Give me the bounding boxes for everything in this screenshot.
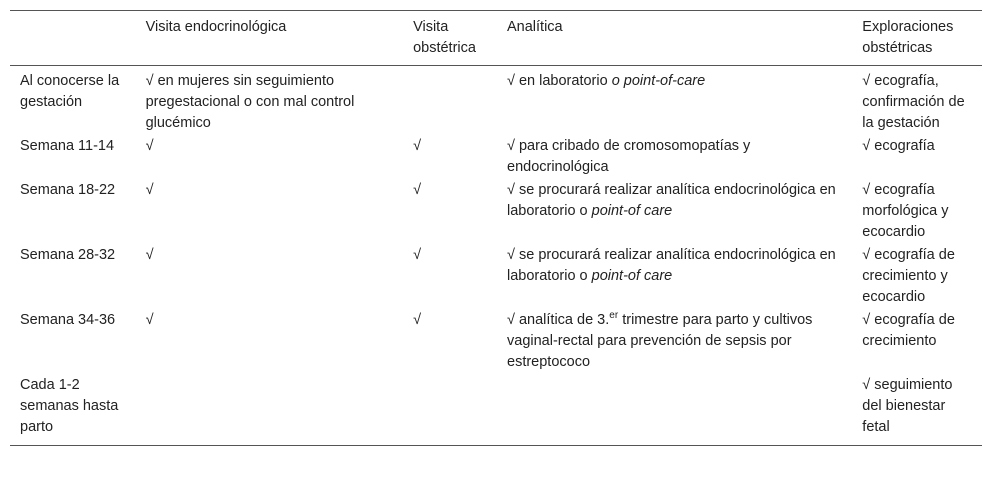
table-header [10, 11, 982, 66]
lab-text-italic: point-of care [591, 203, 673, 219]
cell-endocrine-visit: √ en mujeres sin seguimiento pregestacional o con mal control glucémico [145, 73, 355, 131]
cell-obstetric-visit: √ [413, 247, 422, 263]
cell-lab-analysis: √ para cribado de cromosomopatías y endocrinológica [507, 138, 751, 175]
header-obstetric-exams: Exploraciones obstétricas [862, 19, 954, 56]
lab-text: √ analítica de 3. [507, 312, 610, 328]
table-row [10, 373, 982, 446]
cell-obstetric-visit [403, 373, 497, 446]
header-lab-analysis: Analítica [507, 19, 563, 35]
cell-obstetric-exam: √ ecografía [862, 138, 935, 154]
table-row [10, 308, 982, 373]
cell-obstetric-exam: √ ecografía de crecimiento [862, 312, 955, 349]
cell-obstetric-exam: √ ecografía, confirmación de la gestación [862, 73, 965, 131]
header-obstetric-visit: Visita obstétrica [413, 19, 476, 56]
lab-text-italic: point-of care [591, 268, 673, 284]
table-row [10, 178, 982, 243]
table-row [10, 66, 982, 135]
cell-obstetric-visit: √ [413, 138, 422, 154]
cell-period: Semana 11-14 [20, 138, 115, 154]
lab-text-continued: trimestre para parto y cultivos vaginal-rectal para prevención de sepsis por estreptococo [507, 312, 813, 370]
cell-period: Cada 1-2 semanas hasta parto [20, 377, 119, 435]
header-period [10, 11, 136, 66]
pregnancy-followup-table [10, 10, 982, 446]
cell-obstetric-visit: √ [413, 312, 422, 328]
cell-period: Semana 34-36 [20, 312, 116, 328]
lab-text-italic: o point-of-care [611, 73, 706, 89]
lab-text-superscript: er [609, 310, 619, 322]
cell-lab-analysis [497, 66, 852, 135]
lab-text: √ en laboratorio [507, 73, 612, 89]
cell-endocrine-visit: √ [145, 247, 154, 263]
cell-obstetric-visit [403, 66, 497, 135]
cell-lab-analysis [497, 373, 852, 446]
cell-obstetric-visit: √ [413, 182, 422, 198]
cell-endocrine-visit: √ [145, 312, 154, 328]
header-row [10, 11, 982, 66]
lab-text: √ se procurará realizar analítica endocrinológica en laboratorio o [507, 182, 836, 219]
cell-obstetric-exam: √ ecografía de crecimiento y ecocardio [862, 247, 955, 305]
cell-endocrine-visit: √ [145, 138, 154, 154]
cell-period: Semana 18-22 [20, 182, 116, 198]
cell-lab-analysis [497, 243, 852, 308]
cell-endocrine-visit [136, 373, 404, 446]
table-body [10, 66, 982, 446]
table-row [10, 134, 982, 178]
cell-endocrine-visit: √ [145, 182, 154, 198]
cell-period: Semana 28-32 [20, 247, 116, 263]
header-endocrine-visit: Visita endocrinológica [145, 19, 287, 35]
cell-lab-analysis [497, 308, 852, 373]
cell-period: Al conocerse la gestación [20, 73, 120, 110]
cell-lab-analysis [497, 178, 852, 243]
cell-obstetric-exam: √ ecografía morfológica y ecocardio [862, 182, 949, 240]
cell-obstetric-exam: √ seguimiento del bienestar fetal [862, 377, 953, 435]
table-row [10, 243, 982, 308]
lab-text: √ se procurará realizar analítica endocrinológica en laboratorio o [507, 247, 836, 284]
